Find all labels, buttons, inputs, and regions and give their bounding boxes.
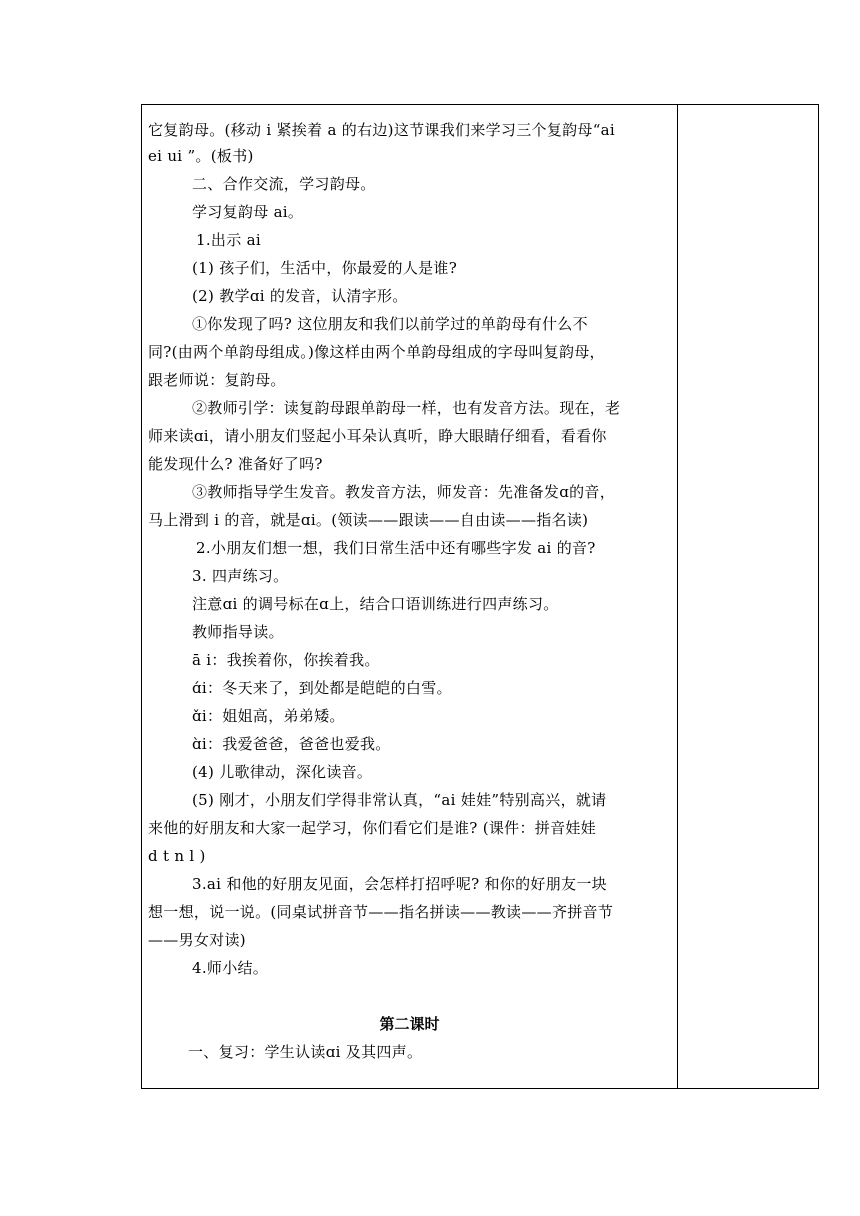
section-heading: 一、复习：学生认读ɑi 及其四声。 [188,1043,423,1061]
text-line: 3. 四声练习。 [192,567,289,585]
lesson-content-cell [142,105,677,1088]
text-line: ②教师引学：读复韵母跟单韵母一样，也有发音方法。现在，老 [192,399,621,417]
column-divider [677,105,678,1088]
text-line: ——男女对读) [148,931,246,949]
text-line: ①你发现了吗? 这位朋友和我们以前学过的单韵母有什么不 [192,315,588,333]
text-line: 4.师小结。 [192,959,269,977]
text-line: 3.ai 和他的好朋友见面，会怎样打招呼呢? 和你的好朋友一块 [192,875,607,893]
text-line: (4) 儿歌律动，深化读音。 [192,763,373,781]
text-line: 能发现什么? 准备好了吗? [148,455,323,473]
text-line: (2) 教学ɑi 的发音，认清字形。 [192,287,408,305]
text-line: 学习复韵母 ai。 [192,203,304,221]
text-line: 来他的好朋友和大家一起学习，你们看它们是谁? (课件：拼音娃娃 [148,819,596,837]
text-line: 想一想，说一说。(同桌试拼音节——指名拼读——教读——齐拼音节 [148,903,614,921]
text-line: ei ui ”。(板书) [148,147,254,165]
text-line: d t n l ) [148,847,206,865]
text-line: (1) 孩子们，生活中，你最爱的人是谁? [192,259,458,277]
section-title: 第二课时 [379,1015,440,1033]
text-line: 跟老师说：复韵母。 [148,371,286,389]
section-heading: 二、合作交流，学习韵母。 [192,175,376,193]
text-line: 教师指导读。 [192,623,284,641]
text-line: ā i：我挨着你，你挨着我。 [192,651,380,669]
text-line: ɑ̀i：我爱爸爸，爸爸也爱我。 [192,735,391,753]
text-line: 它复韵母。(移动 i 紧挨着 a 的右边)这节课我们来学习三个复韵母“ai [148,121,616,139]
lesson-table [141,104,819,1089]
text-line: (5) 刚才，小朋友们学得非常认真，“ai 娃娃”特别高兴，就请 [192,791,607,809]
text-line: 注意ɑi 的调号标在ɑ上，结合口语训练进行四声练习。 [192,595,559,613]
text-line: 同?(由两个单韵母组成。)像这样由两个单韵母组成的字母叫复韵母， [148,343,605,361]
text-line: ɑ́i：冬天来了，到处都是皑皑的白雪。 [192,679,452,697]
text-line: 师来读ɑi，请小朋友们竖起小耳朵认真听，睁大眼睛仔细看，看看你 [148,427,607,445]
text-line: 马上滑到 i 的音，就是ɑi。(领读——跟读——自由读——指名读) [148,511,589,529]
text-line: ③教师指导学生发音。教发音方法，师发音：先准备发ɑ的音， [192,483,616,501]
text-line: 1.出示 ai [196,231,261,249]
text-line: 2.小朋友们想一想，我们日常生活中还有哪些字发 ai 的音? [196,539,596,557]
text-line: ɑ̌i：姐姐高，弟弟矮。 [192,707,345,725]
